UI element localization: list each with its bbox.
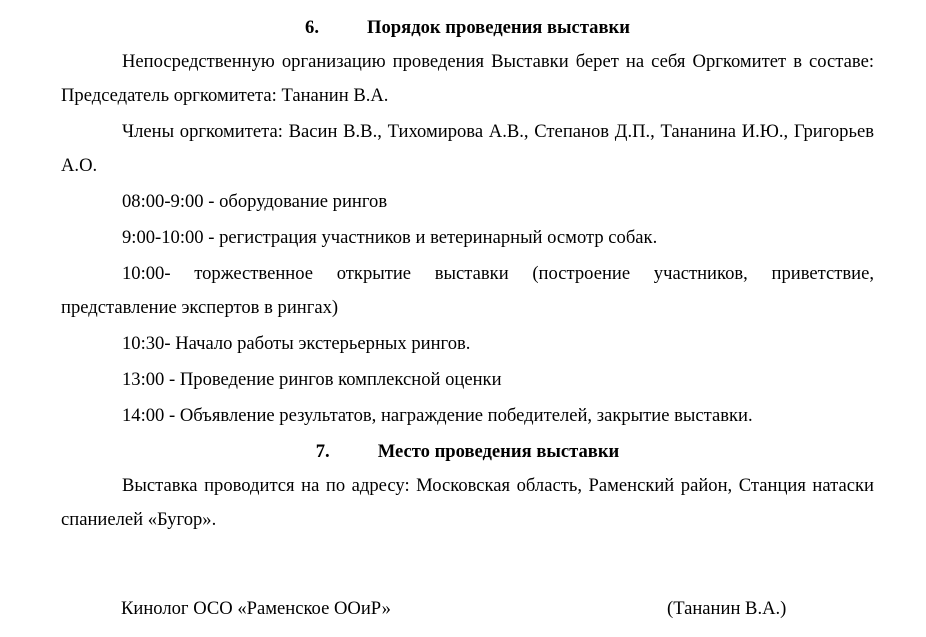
schedule-item-results: 14:00 - Объявление результатов, награждение победителей, закрытие выставки. [122, 405, 753, 426]
schedule-item-registration: 9:00-10:00 - регистрация участников и ветеринарный осмотр собак. [122, 227, 658, 248]
signature-position: Кинолог ОСО «Раменское ООиР» [121, 598, 391, 619]
section-7-paragraph-address: Выставка проводится на по адресу: Московская область, Раменский район, Станция натаски спаниелей «Бугор». [61, 475, 874, 530]
schedule-item-opening: 10:00- торжественное открытие выставки (построение участников, приветствие, представление экспертов в рингах) [61, 263, 874, 318]
signature-line [121, 594, 821, 624]
section-7-number: 7. [315, 441, 330, 462]
section-6-number: 6. [305, 17, 319, 38]
schedule-item-equipment: 08:00-9:00 - оборудование рингов [122, 191, 388, 212]
schedule-item-rings-start: 10:30- Начало работы экстерьерных рингов. [122, 333, 471, 354]
section-6-paragraph-organization: Непосредственную организацию проведения Выставки берет на себя Оргкомитет в составе: Председатель оргкомитета: Тананин В.А. [61, 51, 874, 106]
section-7-title: Место проведения выставки [377, 441, 620, 462]
section-6-heading [61, 11, 874, 45]
section-6-paragraph-members: Члены оргкомитета: Васин В.В., Тихомирова А.В., Степанов Д.П., Тананина И.Ю., Григорьев А.О. [61, 121, 874, 176]
schedule-item-complex-rings: 13:00 - Проведение рингов комплексной оценки [122, 369, 502, 390]
section-6-title: Порядок проведения выставки [367, 17, 630, 38]
signature-name: (Тананин В.А.) [667, 598, 787, 619]
section-7-heading [61, 435, 874, 469]
document-page [61, 11, 874, 539]
